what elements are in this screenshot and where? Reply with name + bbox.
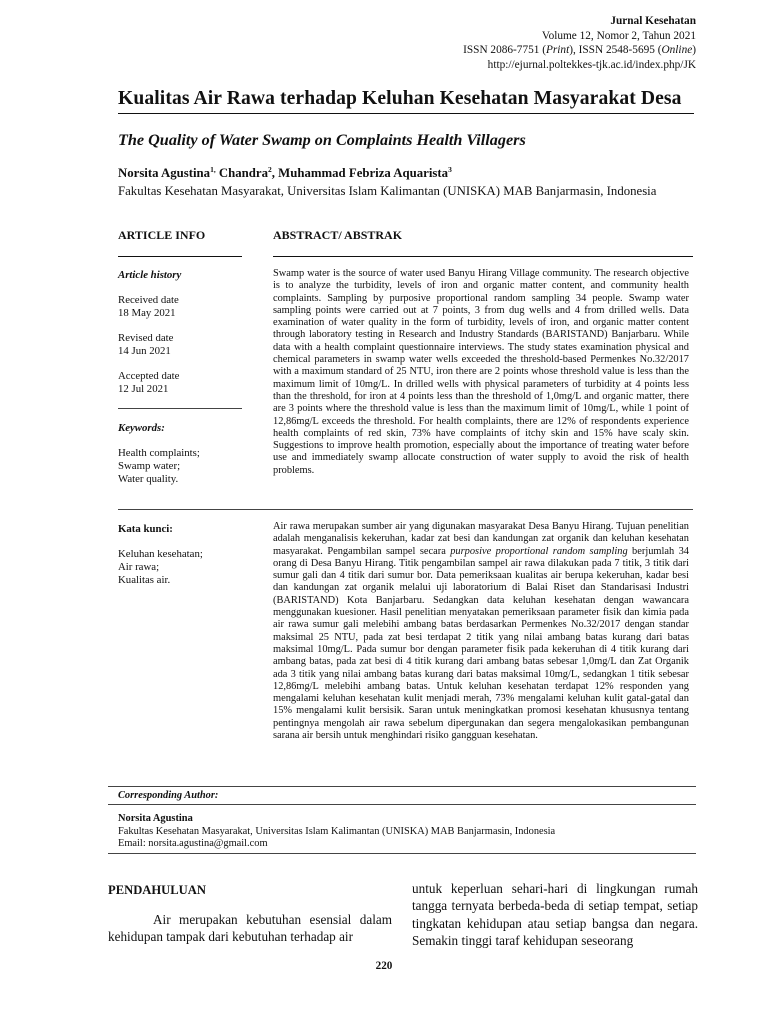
history-divider	[118, 408, 242, 409]
journal-issn	[463, 43, 696, 58]
author-2: Chandra	[215, 166, 268, 180]
author-3: , Muhammad Febriza Aquarista	[271, 166, 449, 180]
kata-kunci-label: Kata kunci:	[118, 523, 173, 535]
abstract-id-italic: purposive proportional random sampling	[450, 545, 628, 557]
received-date: 18 May 2021	[118, 307, 176, 319]
issn-prefix: ISSN 2086-7751 (	[463, 44, 546, 57]
paper-title: Kualitas Air Rawa terhadap Keluhan Kesehatan Masyarakat Desa	[118, 88, 682, 109]
article-history-label: Article history	[118, 269, 182, 281]
intro-right-column: untuk keperluan sehari-hari di lingkungan rumah tangga ternyata berbeda-beda di setiap tempat, setiap tingkatan kehidupan atau setiap bangsa dan negara. Semakin tinggi taraf kehidupan seseorang	[412, 881, 698, 949]
issn-print-label: Print	[545, 44, 570, 57]
accepted-date: 12 Jul 2021	[118, 383, 169, 395]
abstract-id-part2: berjumlah 34 orang di Desa Banyu Hirang. Titik pengambilan sampel air rawa dilakukan pada 7 titik, 3 titik dari sumur gali dan 4 titik dari sumur bor. Data pemeriksaan kualitas air berupa kekeruhan, kadar besi dan kandungan zat organik melalui uji laboratorium di Balai Riset dan Standarisasi Industri (BARISTAND) Kota Banjarbaru. Sedangkan data keluhan kesehatan dengan wawancara menggunakan kuesioner. Hasil penelitian menyatakan pemeriksaan parameter fisik dan kimia pada air rawa sumur gali melebihi ambang batas berdasarkan Permenkes No.32/2017 dengan standar maksimal 25 NTU, pada zat besi terdapat 2 titik yang nilai ambang batas kurang dari batas maksimal 10mg/L. Pada sumur bor dengan parameter fisik pada kekeruhan di 4 titik kurang dari ambang batas, pada zat besi di 4 titik kurang dari ambang batas sebesar 1,0mg/L dan Zat Organik ada 3 titik yang nilai ambang batas kurang dari batas maksimal 10mg/L, sedangkan 1 titik sebesar 12,86mg/L melebihi ambang batas. Untuk keluhan kesehatan terdapat 12% responden yang mengalami keluhan kesehatan kulit menjadi merah, 73% mengalami keluhan kulit gatal-gatal dan 15% mengalami kulit bersisik. Saran untuk meningkatkan promosi kesehatan khususnya tentang pentingnya mengolah air rawa sebelum dipergunakan dan segera mengalokasikan pembangunan sarana air bersih untuk menghindari risiko gangguan kesehatan.	[273, 545, 689, 742]
received-label: Received date	[118, 294, 179, 306]
article-info-rule	[118, 256, 242, 257]
author-1: Norsita Agustina	[118, 166, 211, 180]
accepted-label: Accepted date	[118, 370, 180, 382]
kata-kunci-item: Air rawa;	[118, 561, 160, 573]
revised-label: Revised date	[118, 332, 174, 344]
issn-middle: ), ISSN 2548-5695 (	[569, 44, 662, 57]
issn-suffix: )	[692, 44, 696, 57]
keywords-label: Keywords:	[118, 422, 165, 434]
paper-subtitle: The Quality of Water Swamp on Complaints Health Villagers	[118, 131, 526, 149]
journal-volume: Volume 12, Nomor 2, Tahun 2021	[541, 29, 696, 42]
author-1-marker: 1,	[210, 165, 216, 174]
abstract-divider	[118, 509, 693, 510]
abstract-rule	[273, 256, 693, 257]
intro-left-column: Air merupakan kebutuhan esensial dalam kehidupan tampak dari kebutuhan terhadap air	[108, 912, 392, 945]
keyword-item: Health complaints;	[118, 447, 200, 459]
author-2-marker: 2	[267, 165, 272, 174]
journal-url[interactable]: http://ejurnal.poltekkes-tjk.ac.id/index.php/JK	[487, 58, 696, 71]
issn-online-label: Online	[661, 44, 693, 57]
corresponding-bottom-rule	[108, 853, 696, 854]
page-number: 220	[375, 960, 393, 972]
corresponding-details	[118, 826, 555, 851]
corresponding-label: Corresponding Author:	[118, 790, 219, 801]
keyword-item: Water quality.	[118, 473, 179, 485]
corresponding-name: Norsita Agustina	[118, 813, 193, 824]
corresponding-affiliation: Fakultas Kesehatan Masyarakat, Universitas Islam Kalimantan (UNISKA) MAB Banjarmasin, Indonesia	[118, 826, 556, 837]
abstract-indonesian	[273, 521, 689, 742]
abstract-id-part1: Air rawa merupakan sumber air yang digunakan masyarakat Desa Banyu Hirang. Tujuan penelitian adalah menganalisis kekeruhan, kadar zat besi dan kandungan zat organik dan keluhan kesehatan masyarakat. Pengambilan sampel secara	[273, 521, 689, 557]
author-affiliation: Fakultas Kesehatan Masyarakat, Universitas Islam Kalimantan (UNISKA) MAB Banjarmasin, Indonesia	[118, 184, 657, 198]
journal-header	[463, 14, 696, 72]
revised-date: 14 Jun 2021	[118, 345, 171, 357]
corresponding-label-rule	[108, 804, 696, 805]
author-list	[118, 165, 452, 181]
author-3-marker: 3	[448, 165, 452, 174]
section-heading-pendahuluan: PENDAHULUAN	[108, 883, 206, 897]
article-info-heading: ARTICLE INFO	[118, 228, 206, 242]
keyword-item: Swamp water;	[118, 460, 181, 472]
abstract-heading: ABSTRACT/ ABSTRAK	[273, 228, 403, 242]
abstract-english: Swamp water is the source of water used Banyu Hirang Village community. The research objective is to analyze the turbidity, levels of iron and organic matter content, and community health complaints. Sampling by purposive proportional random sampling 34 people. Swamp water sampling points were carried out at 7 points, 3 from dug wells and 4 from drilled wells. Data examination of water quality in the form of turbidity, levels of iron, and organic matter content through laboratory testing in Research and Industry Standards (BARISTAND) Banjarbaru. While data with a health complaint questionnaire interviews. The study states examination physical and chemical parameters in swamp water wells exceeded the threshold-based Permenkes No.32/2017 with a maximum standard of 25 NTU, iron there are 2 points whose threshold value is less than the maximum limit of 10mg/L. In drilled wells with physical parameters of turbidity at 4 points less than the threshold, for iron at 4 points less than the threshold of 1,0mg/L and organic matter, there are 3 points where the threshold value is less than the maximum limit of 10mg/L, while 1 point of 12,86mg/L exceeds the threshold. For health complaints, there are 12% of respondents experience health complaints of red skin, 73% have complaints of itchy skin and 15% have scaly skin. Suggestions to improve health promotion, especially about the importance of treating water before use and immediately swamp allocate construction of water supply to avoid the risk of health problems.	[273, 268, 689, 476]
corresponding-email[interactable]: Email: norsita.agustina@gmail.com	[118, 838, 268, 850]
title-divider	[118, 113, 694, 114]
journal-name: Jurnal Kesehatan	[610, 15, 696, 27]
corresponding-top-rule	[108, 786, 696, 787]
kata-kunci-item: Kualitas air.	[118, 574, 171, 586]
kata-kunci-item: Keluhan kesehatan;	[118, 548, 203, 560]
